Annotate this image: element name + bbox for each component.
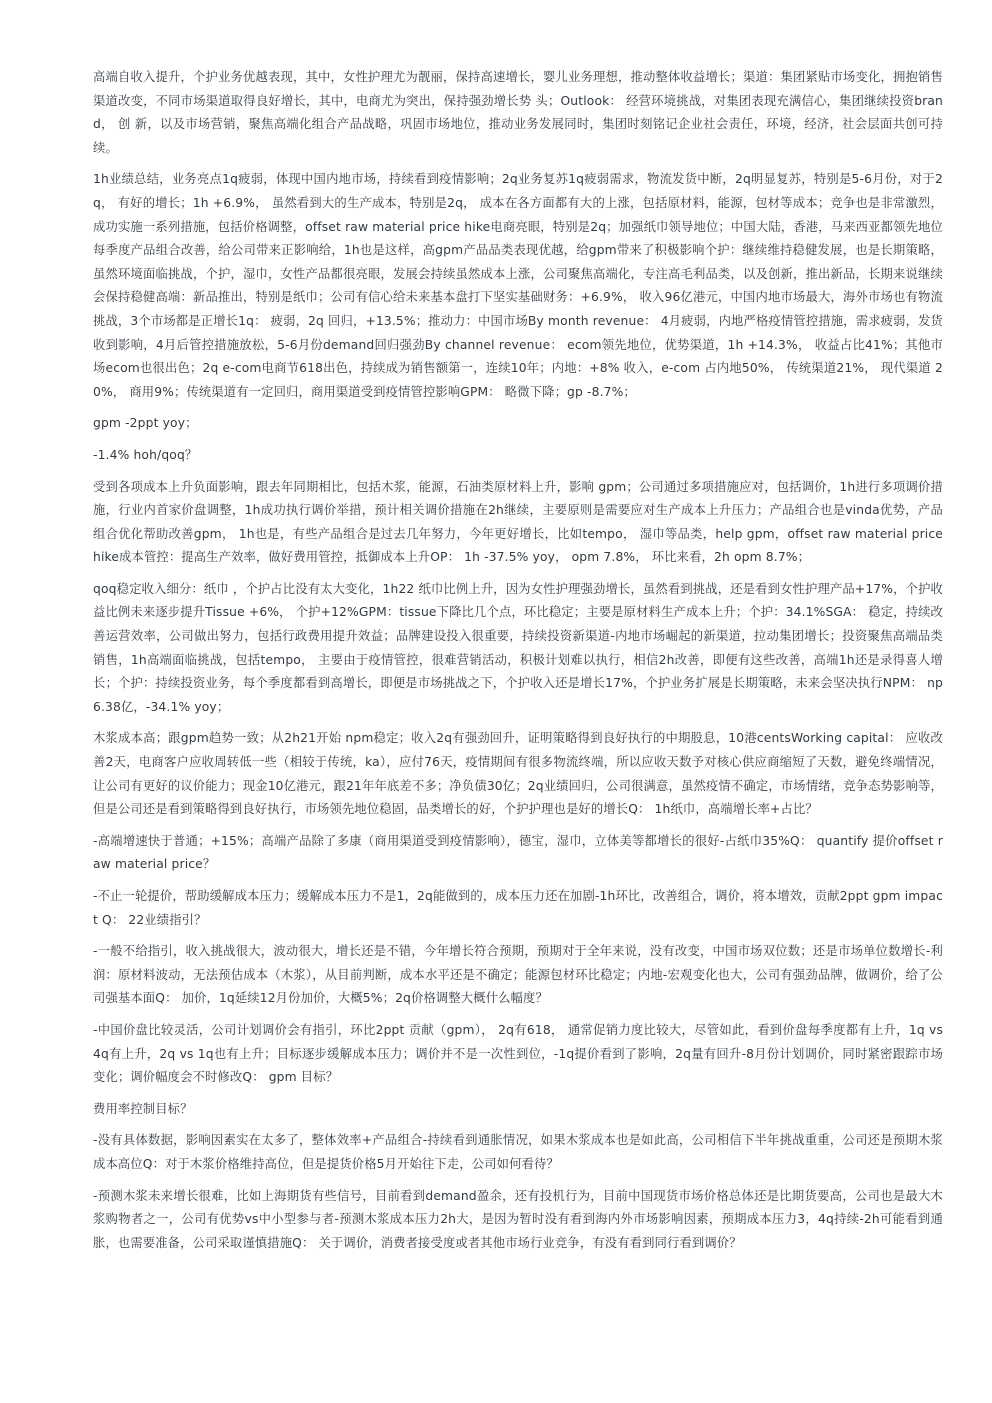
paragraph-pulp-forecast: -预测木浆未来增长很难，比如上海期货有些信号，目前看到demand盈余，还有投机行为，目前中国现货市场价格总体还是比期货要高，公司也是最大木浆购物者之一，公司有优势vs中小型参与者-预测木浆成本压力2h大，是因为暂时没有看到海内外市场影响因素，预期成本压力3，4q持续-2h可能看到通胀，也需要准备，公司采取谨慎措施Q： 关于调价，消费者接受度或者其他市场行业竞争，有没有看到同行看到调价？: [93, 1188, 943, 1250]
paragraph-pulp-cost: 木浆成本高；跟gpm趋势一致；从2h21开始 npm稳定；收入2q有强劲回升，证明策略得到良好执行的中期股息，10港centsWorking capital： 应收改善2天，电商客户应收周转低一些（相较于传统，ka），应付76天，疫情期间有很多物流终端，所以应收天数予对核心供应商缩短了天数，避免终端情况，让公司有更好的议价能力；现金10亿港元，跟21年年底差不多；净负债30亿；2q业绩回归，公司很满意，虽然疫情不确定，市场情绪，竞争态势影响等，但是公司还是看到策略得到良好执行，市场领先地位稳固，品类增长的好，个护护理也是好的增长Q： 1h纸巾，高端增长率+占比？: [93, 731, 943, 817]
paragraph-price-hikes: -不止一轮提价，帮助缓解成本压力；缓解成本压力不是1，2q能做到的，成本压力还在加剧-1h环比，改善组合，调价，将本增效，贡献2ppt gpm impact Q： 22业绩指引？: [93, 889, 943, 927]
paragraph-gpm-yoy: gpm -2ppt yoy；: [93, 416, 198, 431]
paragraph-hoh-qoq: -1.4% hoh/qoq？: [93, 447, 198, 462]
paragraph-1h-summary: 1h业绩总结，业务亮点1q疲弱，体现中国内地市场，持续看到疫情影响；2q业务复苏1q疲弱需求，物流发货中断，2q明显复苏，特别是5-6月份，对于2q， 有好的增长；1h +6.9%， 虽然看到大的生产成本，特别是2q， 成本在各方面都有大的上涨，包括原材料，能源，包材等成本；竞争也是非常激烈，成功实施一系列措施，包括价格调整，offset raw material price hike电商亮眼，特别是2q；加强纸巾领导地位；中国大陆，香港，马来西亚都领先地位每季度产品组合改善，给公司带来正影响给，1h也是这样，高gpm产品品类表现优越，给gpm带来了积极影响个护：继续维持稳健发展，也是长期策略，虽然环境面临挑战，个护，湿巾，女性产品都很亮眼，发展会持续虽然成本上涨，公司聚焦高端化，专注高毛利品类，以及创新，推出新品，长期来说继续会保持稳健高端：新品推出，特别是纸巾；公司有信心给未来基本盘打下坚实基础财务：+6.9%， 收入96亿港元，中国内地市场最大，海外市场也有物流挑战，3个市场都是正增长1q： 疲弱，2q 回归，+13.5%；推动力：中国市场By month revenue： 4月疲弱，内地严格疫情管控措施，需求疲弱，发货收到影响，4月后管控措施放松，5-6月份demand回归强劲By channel revenue： ecom领先地位，优势渠道，1h +14.3%， 收益占比41%；其他市场ecom也很出色；2q e-com电商节618出色，持续成为销售额第一，连续10年；内地：+8% 收入，e-com 占内地50%， 传统渠道21%， 现代渠道 20%， 商用9%；传统渠道有一定回归，商用渠道受到疫情管控影响GPM： 略微下降；gp -8.7%；: [93, 172, 943, 399]
paragraph-cost-impact: 受到各项成本上升负面影响，跟去年同期相比，包括木浆，能源，石油类原材料上升，影响 gpm；公司通过多项措施应对，包括调价，1h进行多项调价措施，行业内首家价盘调整，1h成功执行调价举措，预计相关调价措施在2h继续，主要原则是需要应对生产成本上升压力；产品组合也是vinda优势，产品组合优化帮助改善gpm， 1h也是，有些产品组合是过去几年努力，今年更好增长，比如tempo， 湿巾等品类，help gpm，offset raw material price hike成本管控：提高生产效率，做好费用管控，抵御成本上升OP： 1h -37.5% yoy， opm 7.8%， 环比来看，2h opm 8.7%；: [93, 479, 943, 565]
paragraph-revenue-breakdown: qoq稳定收入细分：纸巾 ，个护占比没有太大变化，1h22 纸巾比例上升，因为女性护理强劲增长，虽然看到挑战，还是看到女性护理产品+17%，个护收益比例未来逐步提升Tissue +6%， 个护+12%GPM：tissue下降比几个点，环比稳定；主要是原材料生产成本上升；个护：34.1%SGA： 稳定，持续改善运营效率，公司做出努力，包括行政费用提升效益；品牌建设投入很重要，持续投资新渠道-内地市场崛起的新渠道，拉动集团增长；投资聚焦高端品类销售，1h高端面临挑战，包括tempo， 主要由于疫情管控，很难营销活动，积极计划难以执行，相信2h改善，即便有这些改善，高端1h还是录得喜人增长；个护：持续投资业务，每个季度都看到高增长，即便是市场挑战之下，个护收入还是增长17%，个护业务扩展是长期策略，未来会坚决执行NPM： np 6.38亿，-34.1% yoy；: [93, 581, 943, 714]
paragraph-premium-growth: -高端增速快于普通；+15%；高端产品除了多康（商用渠道受到疫情影响），德宝，湿巾，立体美等都增长的很好-占纸巾35%Q： quantify 提价offset raw material price？: [93, 833, 943, 872]
paragraph-revenue-outlook: 高端自收入提升，个护业务优越表现，其中，女性护理尤为靓丽，保持高速增长，婴儿业务理想，推动整体收益增长；渠道：集团紧贴市场变化，拥抱销售渠道改变，不同市场渠道取得良好增长，其中，电商尤为突出，保持强劲增长势 头；Outlook： 经营环境挑战，对集团表现充满信心，集团继续投资brand， 创 新，以及市场营销，聚焦高端化组合产品战略，巩固市场地位，推动业务发展同时，集团时刻铭记企业社会责任，环境，经济，社会层面共创可持续。: [93, 70, 943, 155]
document-body: [93, 66, 943, 1263]
paragraph-china-pricing: -中国价盘比较灵活，公司计划调价会有指引，环比2ppt 贡献（gpm）， 2q有618， 通常促销力度比较大，尽管如此，看到价盘每季度都有上升，1q vs 4q有上升，2q vs 1q也有上升；目标逐步缓解成本压力；调价并不是一次性到位，-1q提价看到了影响，2q量有回升-8月份计划调价，同时紧密跟踪市场变化；调价幅度会不时修改Q： gpm 目标？: [93, 1022, 943, 1085]
paragraph-guidance: -一般不给指引，收入挑战很大，波动很大，增长还是不错，今年增长符合预期，预期对于全年来说，没有改变，中国市场双位数；还是市场单位数增长-利润：原材料波动，无法预估成本（木浆），从目前判断，成本水平还是不确定；能源包材环比稳定；内地-宏观变化也大，公司有强劲品牌，做调价，给了公司强基本面Q： 加价，1q延续12月份加价，大概5%；2q价格调整大概什么幅度？: [93, 944, 943, 1006]
paragraph-pulp-outlook: -没有具体数据，影响因素实在太多了，整体效率+产品组合-持续看到通胀情况，如果木浆成本也是如此高，公司相信下半年挑战重重，公司还是预期木浆成本高位Q：对于木浆价格维持高位，但是提货价格5月开始往下走，公司如何看待？: [93, 1133, 943, 1171]
paragraph-expense-target: 费用率控制目标？: [93, 1101, 193, 1116]
